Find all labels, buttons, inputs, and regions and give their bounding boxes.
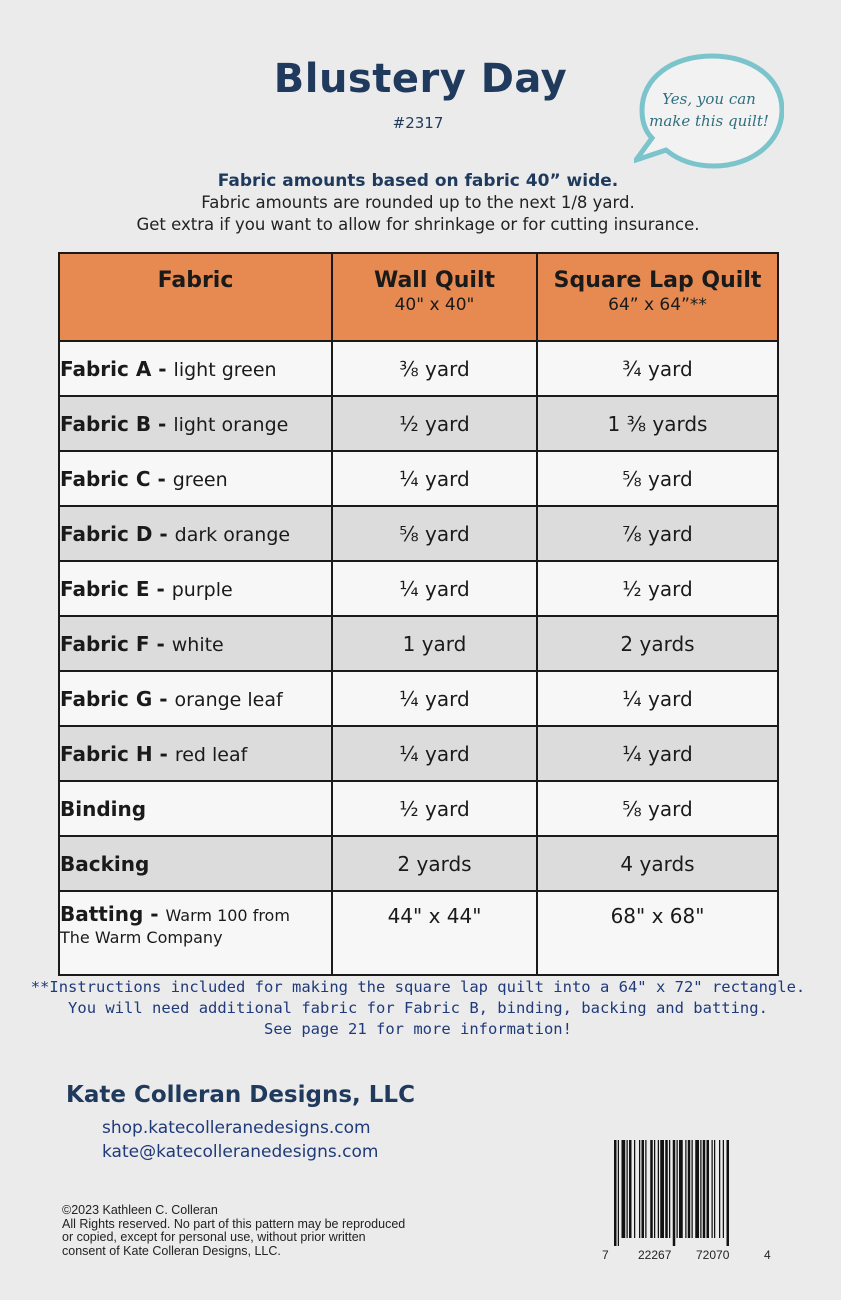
lap-quilt-notes: **Instructions included for making the square lap quilt into a 64" x 72" rectangle. You will need additional fabric for Fabric B, binding, backing and batting. See page 21 for more information! bbox=[30, 978, 806, 1038]
intro-heading: Fabric amounts based on fabric 40” wide. bbox=[217, 171, 619, 191]
lap-amount-cell: 68" x 68" bbox=[537, 891, 778, 975]
fabric-intro bbox=[0, 170, 836, 236]
company-contact bbox=[102, 1116, 378, 1164]
wall-amount-cell: 1 yard bbox=[332, 616, 537, 671]
website-link[interactable]: shop.katecolleranedesigns.com bbox=[102, 1118, 371, 1138]
company-name: Kate Colleran Designs, LLC bbox=[66, 1082, 415, 1108]
speech-bubble-text: Yes, you can make this quilt! bbox=[649, 90, 769, 130]
pattern-number: #2317 bbox=[392, 114, 444, 132]
table-row bbox=[59, 341, 778, 396]
table-header-row bbox=[59, 253, 778, 341]
lap-amount-cell: 4 yards bbox=[537, 836, 778, 891]
copyright-notice: ©2023 Kathleen C. Colleran All Rights reserved. No part of this pattern may be reproduced or copied, except for personal use, without prior written consent of Kate Colleran Designs, LLC. bbox=[62, 1203, 406, 1258]
fabric-name-cell: Fabric E - purple bbox=[59, 561, 332, 616]
wall-amount-cell: ¼ yard bbox=[332, 726, 537, 781]
table-row bbox=[59, 561, 778, 616]
table-row bbox=[59, 726, 778, 781]
lap-amount-cell: ¾ yard bbox=[537, 341, 778, 396]
lap-amount-cell: 1 ⅜ yards bbox=[537, 396, 778, 451]
wall-amount-cell: ⅝ yard bbox=[332, 506, 537, 561]
table-row bbox=[59, 836, 778, 891]
wall-amount-cell: ⅜ yard bbox=[332, 341, 537, 396]
fabric-name-cell: Backing bbox=[59, 836, 332, 891]
table-row bbox=[59, 451, 778, 506]
fabric-name-cell: Fabric C - green bbox=[59, 451, 332, 506]
header-lap-quilt: Square Lap Quilt 64” x 64”** bbox=[537, 253, 778, 341]
fabric-name-cell: Batting - Warm 100 from The Warm Company bbox=[59, 891, 332, 975]
table-row bbox=[59, 671, 778, 726]
fabric-name-cell: Fabric H - red leaf bbox=[59, 726, 332, 781]
lap-amount-cell: ⅞ yard bbox=[537, 506, 778, 561]
header-wall-quilt: Wall Quilt 40" x 40" bbox=[332, 253, 537, 341]
wall-amount-cell: ¼ yard bbox=[332, 671, 537, 726]
wall-amount-cell: ¼ yard bbox=[332, 451, 537, 506]
wall-amount-cell: ½ yard bbox=[332, 396, 537, 451]
lap-amount-cell: ⅝ yard bbox=[537, 781, 778, 836]
table-row bbox=[59, 616, 778, 671]
fabric-requirements-table bbox=[58, 252, 779, 976]
wall-amount-cell: 2 yards bbox=[332, 836, 537, 891]
fabric-name-cell: Binding bbox=[59, 781, 332, 836]
fabric-name-cell: Fabric B - light orange bbox=[59, 396, 332, 451]
email-link[interactable]: kate@katecolleranedesigns.com bbox=[102, 1142, 379, 1162]
fabric-name-cell: Fabric G - orange leaf bbox=[59, 671, 332, 726]
wall-amount-cell: 44" x 44" bbox=[332, 891, 537, 975]
lap-amount-cell: ¼ yard bbox=[537, 671, 778, 726]
lap-amount-cell: ⅝ yard bbox=[537, 451, 778, 506]
fabric-name-cell: Fabric D - dark orange bbox=[59, 506, 332, 561]
header-fabric: Fabric bbox=[59, 253, 332, 341]
table-row-batting bbox=[59, 891, 778, 975]
lap-amount-cell: 2 yards bbox=[537, 616, 778, 671]
table-row bbox=[59, 506, 778, 561]
lap-amount-cell: ¼ yard bbox=[537, 726, 778, 781]
wall-amount-cell: ¼ yard bbox=[332, 561, 537, 616]
intro-line-2: Get extra if you want to allow for shrinkage or for cutting insurance. bbox=[136, 215, 700, 234]
wall-amount-cell: ½ yard bbox=[332, 781, 537, 836]
pattern-title: Blustery Day bbox=[273, 56, 568, 102]
fabric-name-cell: Fabric A - light green bbox=[59, 341, 332, 396]
table-row bbox=[59, 396, 778, 451]
barcode-icon bbox=[612, 1140, 766, 1246]
table-row bbox=[59, 781, 778, 836]
intro-line-1: Fabric amounts are rounded up to the next 1/8 yard. bbox=[201, 193, 635, 212]
lap-amount-cell: ½ yard bbox=[537, 561, 778, 616]
fabric-name-cell: Fabric F - white bbox=[59, 616, 332, 671]
